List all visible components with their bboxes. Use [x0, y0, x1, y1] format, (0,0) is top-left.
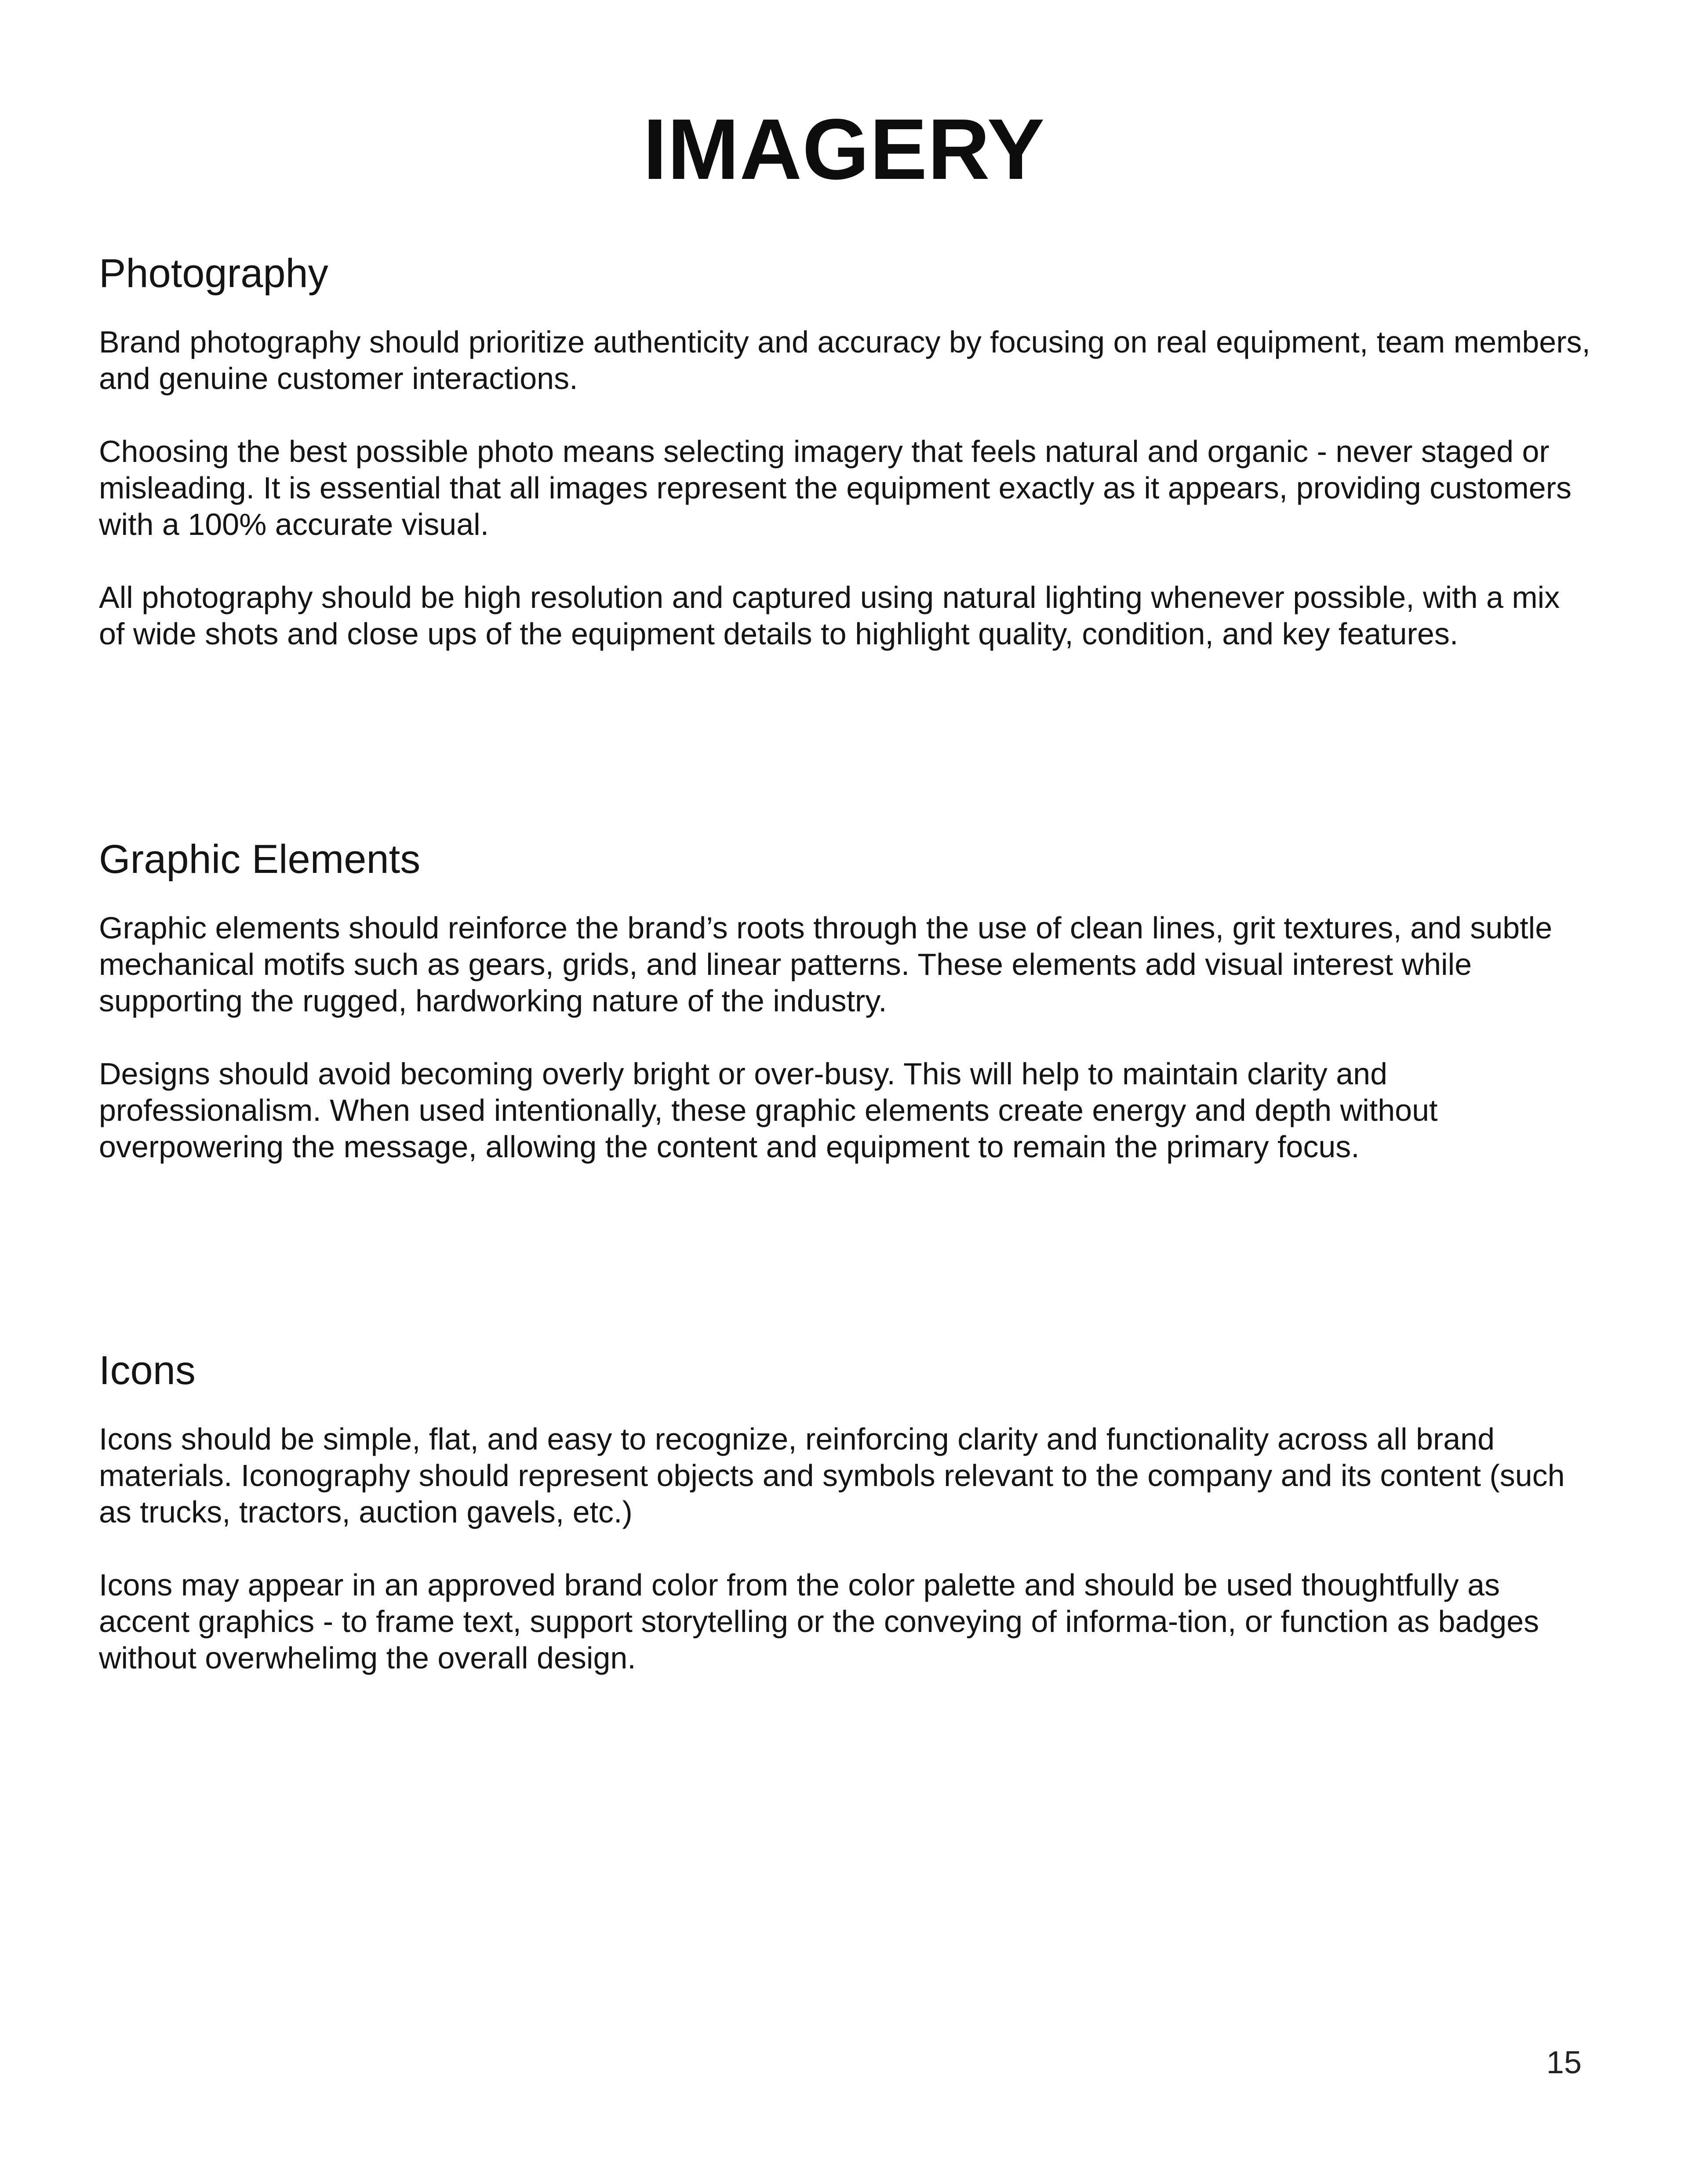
paragraph: Designs should avoid becoming overly bright or over-busy. This will help to maintain clarity and professionalism. When used intentionally, these graphic elements create energy and depth without overpowering the message, allowing the content and equipment to remain the primary focus.	[99, 1057, 1438, 1164]
section-graphic-elements	[99, 833, 1593, 1165]
section-icons	[99, 1344, 1593, 1676]
paragraph: Icons should be simple, flat, and easy to recognize, reinforcing clarity and functionality across all brand materials. Iconography should represent objects and symbols relevant to the company and its content (such as trucks, tractors, auction gavels, etc.)	[99, 1422, 1565, 1529]
section-heading-photography: Photography	[99, 251, 328, 296]
paragraph: Brand photography should prioritize authenticity and accuracy by focusing on real equipment, team members, and genuine customer interactions.	[99, 325, 1590, 396]
paragraph: Graphic elements should reinforce the brand’s roots through the use of clean lines, grit textures, and subtle mechanical motifs such as gears, grids, and linear patterns. These elements add visual interest while supporting the rugged, hardworking nature of the industry.	[99, 911, 1553, 1018]
paragraph: All photography should be high resolution and captured using natural lighting whenever possible, with a mix of wide shots and close ups of the equipment details to highlight quality, condition, and key features.	[99, 580, 1560, 651]
section-heading-icons: Icons	[99, 1348, 196, 1393]
page-title: IMAGERY	[643, 101, 1045, 197]
section-photography	[99, 247, 1593, 652]
paragraph: Icons may appear in an approved brand color from the color palette and should be used thoughtfully as accent graphics - to frame text, support storytelling or the conveying of informa-tion, or function as badges without overwhelimg the overall design.	[99, 1568, 1539, 1675]
section-heading-graphic-elements: Graphic Elements	[99, 837, 421, 882]
paragraph: Choosing the best possible photo means selecting imagery that feels natural and organic - never staged or misleading. It is essential that all images represent the equipment exactly as it appears, providing customers with a 100% accurate visual.	[99, 434, 1572, 541]
page-number: 15	[1546, 2045, 1582, 2080]
